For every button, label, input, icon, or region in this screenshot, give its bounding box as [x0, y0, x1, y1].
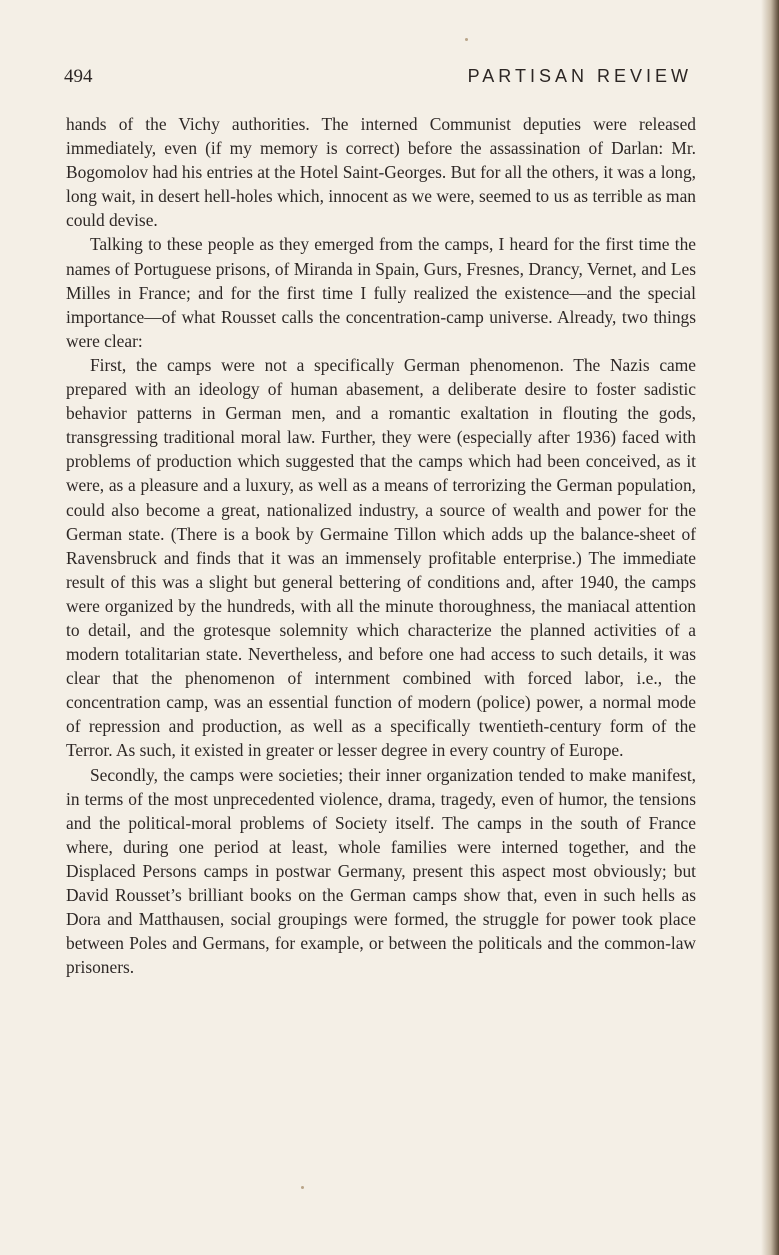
paragraph: First, the camps were not a specifically German phenomenon. The Nazis came prepared with an ideology of human abasement, a deliberate desire to foster sadistic behavior patterns in German men, and a romantic exaltation in flouting the gods, transgressing traditional moral law. Further, they were (especially after 1936) faced with problems of production which suggested that the camps which had been conceived, as it were, as a pleasure and a luxury, as well as a means of terrorizing the German population, could also become a great, nationalized industry, a source of wealth and power for the German state. (There is a book by Germaine Tillon which adds up the balance-sheet of Ravensbruck and finds that it was an immensely profitable enterprise.) The immediate result of this was a slight but general bettering of conditions and, after 1940, the camps were organized by the hundreds, with all the minute thoroughness, the maniacal attention to detail, and the grotesque solemnity which characterize the planned activities of a modern totalitarian state. Nevertheless, and before one had access to such details, it was clear that the phenomenon of internment combined with forced labor, i.e., the concentration camp, was an essential function of modern (police) power, a normal mode of repression and production, as well as a specifically twentieth-century form of the Terror. As such, it existed in greater or lesser degree in every country of Europe. — [66, 354, 696, 761]
spine-shadow — [761, 0, 779, 1255]
paragraph: Secondly, the camps were societies; their inner organization tended to make manifest, in terms of the most unprecedented violence, drama, tragedy, even of humor, the tensions and the political-moral problems of Society itself. The camps in the south of France where, during one period at least, whole families were interned together, and the Displaced Persons camps in postwar Germany, present this aspect most obviously; but David Rousset’s brilliant books on the German camps show that, even in such hells as Dora and Matthausen, social groupings were formed, the struggle for power took place between Poles and Germans, for example, or between the politicals and the common-law prisoners. — [66, 764, 696, 978]
paragraph: hands of the Vichy authorities. The interned Communist deputies were released immediately, even (if my memory is correct) before the assassination of Darlan: Mr. Bogomolov had his entries at the Hotel Saint-Georges. But for all the others, it was a long, long wait, in desert hell-holes which, innocent as we were, seemed to us as terrible as man could devise. — [66, 114, 696, 231]
running-head: PARTISAN REVIEW — [467, 66, 692, 86]
body-text — [66, 112, 696, 979]
paper-speck — [301, 1186, 304, 1189]
paper-speck — [465, 38, 468, 41]
page-number: 494 — [64, 66, 93, 87]
page-header — [64, 66, 692, 92]
paragraph: Talking to these people as they emerged from the camps, I heard for the first time the names of Portuguese prisons, of Miranda in Spain, Gurs, Fresnes, Drancy, Vernet, and Les Milles in France; and for the first time I fully realized the existence—and the special importance—of what Rousset calls the concentration-camp universe. Already, two things were clear: — [66, 234, 696, 351]
